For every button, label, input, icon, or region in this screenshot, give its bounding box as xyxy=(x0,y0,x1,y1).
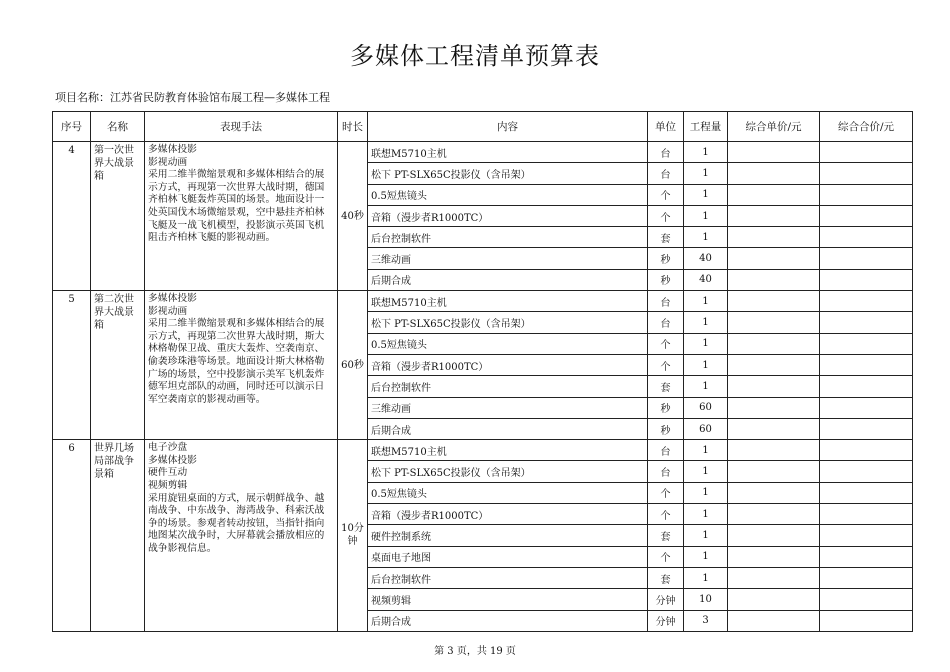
method-line: 多媒体投影 xyxy=(148,454,197,466)
line-qty: 1 xyxy=(684,184,728,205)
line-unit-price xyxy=(728,333,820,354)
line-content: 后台控制软件 xyxy=(368,376,648,397)
line-total-price xyxy=(820,397,913,418)
line-unit: 秒 xyxy=(648,397,684,418)
line-unit-price xyxy=(728,589,820,610)
line-total-price xyxy=(820,546,913,567)
line-content: 联想M5710主机 xyxy=(368,142,648,163)
method-line: 视频剪辑 xyxy=(148,479,188,491)
line-total-price xyxy=(820,163,913,184)
project-name: 项目名称：江苏省民防教育体验馆布展工程—多媒体工程 xyxy=(55,91,330,104)
line-qty: 1 xyxy=(684,546,728,567)
col-duration: 时长 xyxy=(338,112,368,142)
item-name: 世界几场局部战争景箱 xyxy=(91,440,145,632)
line-content: 硬件控制系统 xyxy=(368,525,648,546)
line-unit: 个 xyxy=(648,333,684,354)
line-qty: 1 xyxy=(684,567,728,588)
page-title: 多媒体工程清单预算表 xyxy=(350,42,600,70)
line-unit-price xyxy=(728,397,820,418)
line-unit-price xyxy=(728,525,820,546)
line-qty: 1 xyxy=(684,142,728,163)
col-qty: 工程量 xyxy=(684,112,728,142)
col-total-price: 综合合价/元 xyxy=(820,112,913,142)
line-unit: 秒 xyxy=(648,418,684,439)
line-total-price xyxy=(820,354,913,375)
line-content: 后期合成 xyxy=(368,269,648,290)
line-total-price xyxy=(820,525,913,546)
line-qty: 1 xyxy=(684,312,728,333)
line-unit: 分钟 xyxy=(648,610,684,631)
line-qty: 1 xyxy=(684,354,728,375)
line-unit: 套 xyxy=(648,525,684,546)
line-total-price xyxy=(820,567,913,588)
line-unit: 个 xyxy=(648,546,684,567)
line-content: 音箱（漫步者R1000TC） xyxy=(368,504,648,525)
table-row xyxy=(53,142,913,163)
line-unit-price xyxy=(728,227,820,248)
line-unit-price xyxy=(728,269,820,290)
method-line: 影视动画 xyxy=(148,156,188,168)
line-content: 后台控制软件 xyxy=(368,227,648,248)
line-unit-price xyxy=(728,610,820,631)
line-unit-price xyxy=(728,567,820,588)
line-unit-price xyxy=(728,482,820,503)
item-duration: 40秒 xyxy=(338,142,368,291)
item-duration: 10分钟 xyxy=(338,440,368,632)
line-total-price xyxy=(820,482,913,503)
line-total-price xyxy=(820,376,913,397)
line-total-price xyxy=(820,205,913,226)
col-name: 名称 xyxy=(91,112,145,142)
line-content: 0.5短焦镜头 xyxy=(368,482,648,503)
col-method: 表现手法 xyxy=(145,112,338,142)
budget-table xyxy=(52,111,913,632)
line-total-price xyxy=(820,610,913,631)
item-method xyxy=(145,291,338,440)
line-unit-price xyxy=(728,184,820,205)
line-content: 后期合成 xyxy=(368,418,648,439)
item-name: 第一次世界大战景箱 xyxy=(91,142,145,291)
line-qty: 60 xyxy=(684,397,728,418)
method-line: 采用二维半微缩景观和多媒体相结合的展示方式，再现第二次世界大战时期，斯大林格勒保卫战、重庆大轰炸、空袭南京、偷袭珍珠港等场景。地面设计斯大林格勒广场的场景，空中投影演示美军飞机轰炸德军坦克部队的动画，同时还可以演示日军空袭南京的影视动画等。 xyxy=(148,318,325,405)
line-unit-price xyxy=(728,376,820,397)
item-name: 第二次世界大战景箱 xyxy=(91,291,145,440)
line-unit: 套 xyxy=(648,227,684,248)
line-unit: 分钟 xyxy=(648,589,684,610)
line-qty: 40 xyxy=(684,248,728,269)
line-total-price xyxy=(820,504,913,525)
line-content: 桌面电子地图 xyxy=(368,546,648,567)
line-unit: 台 xyxy=(648,440,684,461)
item-seq: 6 xyxy=(53,440,91,632)
line-qty: 1 xyxy=(684,291,728,312)
item-method xyxy=(145,142,338,291)
line-content: 音箱（漫步者R1000TC） xyxy=(368,354,648,375)
line-total-price xyxy=(820,291,913,312)
line-qty: 1 xyxy=(684,205,728,226)
line-unit-price xyxy=(728,205,820,226)
line-unit: 台 xyxy=(648,291,684,312)
line-content: 三维动画 xyxy=(368,397,648,418)
line-unit: 套 xyxy=(648,567,684,588)
line-qty: 1 xyxy=(684,461,728,482)
method-line: 采用二维半微缩景观和多媒体相结合的展示方式，再现第一次世界大战时期，德国齐柏林飞艇轰炸英国的场景。地面设计一处英国伐木场微缩景观，空中悬挂齐柏林飞艇及一战飞机模型，投影演示英国飞机阻击齐柏林飞艇的影视动画。 xyxy=(148,169,325,244)
line-qty: 1 xyxy=(684,376,728,397)
line-unit-price xyxy=(728,440,820,461)
item-seq: 5 xyxy=(53,291,91,440)
method-line: 电子沙盘 xyxy=(148,442,188,454)
line-content: 音箱（漫步者R1000TC） xyxy=(368,205,648,226)
line-qty: 1 xyxy=(684,163,728,184)
line-total-price xyxy=(820,184,913,205)
line-total-price xyxy=(820,312,913,333)
line-qty: 60 xyxy=(684,418,728,439)
line-content: 视频剪辑 xyxy=(368,589,648,610)
item-duration: 60秒 xyxy=(338,291,368,440)
line-content: 后期合成 xyxy=(368,610,648,631)
col-unit: 单位 xyxy=(648,112,684,142)
item-seq: 4 xyxy=(53,142,91,291)
line-total-price xyxy=(820,142,913,163)
line-qty: 3 xyxy=(684,610,728,631)
line-unit-price xyxy=(728,354,820,375)
line-unit-price xyxy=(728,248,820,269)
line-content: 松下 PT-SLX65C投影仪（含吊架） xyxy=(368,312,648,333)
line-content: 联想M5710主机 xyxy=(368,440,648,461)
page-footer: 第 3 页，共 19 页 xyxy=(434,646,516,657)
line-unit: 个 xyxy=(648,184,684,205)
line-unit-price xyxy=(728,546,820,567)
table-row xyxy=(53,440,913,461)
method-line: 多媒体投影 xyxy=(148,144,197,155)
line-unit: 个 xyxy=(648,482,684,503)
line-unit: 个 xyxy=(648,354,684,375)
line-unit-price xyxy=(728,142,820,163)
line-total-price xyxy=(820,248,913,269)
line-qty: 1 xyxy=(684,525,728,546)
line-total-price xyxy=(820,461,913,482)
line-qty: 1 xyxy=(684,504,728,525)
line-total-price xyxy=(820,589,913,610)
line-unit: 台 xyxy=(648,312,684,333)
line-content: 0.5短焦镜头 xyxy=(368,333,648,354)
table-row xyxy=(53,291,913,312)
col-unit-price: 综合单价/元 xyxy=(728,112,820,142)
line-qty: 40 xyxy=(684,269,728,290)
line-unit: 台 xyxy=(648,461,684,482)
line-content: 联想M5710主机 xyxy=(368,291,648,312)
line-content: 三维动画 xyxy=(368,248,648,269)
line-unit: 个 xyxy=(648,504,684,525)
line-unit: 秒 xyxy=(648,269,684,290)
line-unit: 台 xyxy=(648,142,684,163)
method-line: 硬件互动 xyxy=(148,467,188,479)
line-unit-price xyxy=(728,312,820,333)
item-method xyxy=(145,440,338,632)
line-unit: 个 xyxy=(648,205,684,226)
line-total-price xyxy=(820,269,913,290)
header-row xyxy=(53,112,913,142)
line-unit: 套 xyxy=(648,376,684,397)
line-qty: 1 xyxy=(684,440,728,461)
line-total-price xyxy=(820,227,913,248)
line-unit-price xyxy=(728,418,820,439)
line-unit-price xyxy=(728,504,820,525)
method-line: 多媒体投影 xyxy=(148,293,197,305)
col-content: 内容 xyxy=(368,112,648,142)
line-total-price xyxy=(820,440,913,461)
line-content: 松下 PT-SLX65C投影仪（含吊架） xyxy=(368,461,648,482)
line-unit-price xyxy=(728,461,820,482)
line-unit: 秒 xyxy=(648,248,684,269)
line-unit-price xyxy=(728,291,820,312)
line-content: 0.5短焦镜头 xyxy=(368,184,648,205)
line-content: 后台控制软件 xyxy=(368,567,648,588)
line-total-price xyxy=(820,333,913,354)
method-line: 影视动画 xyxy=(148,305,188,317)
line-qty: 1 xyxy=(684,227,728,248)
line-unit-price xyxy=(728,163,820,184)
line-unit: 台 xyxy=(648,163,684,184)
line-content: 松下 PT-SLX65C投影仪（含吊架） xyxy=(368,163,648,184)
line-qty: 1 xyxy=(684,482,728,503)
col-seq: 序号 xyxy=(53,112,91,142)
line-qty: 1 xyxy=(684,333,728,354)
line-qty: 10 xyxy=(684,589,728,610)
line-total-price xyxy=(820,418,913,439)
method-line: 采用旋钮桌面的方式，展示朝鲜战争、越南战争、中东战争、海湾战争、科索沃战争的场景。参观者转动按钮，当指针指向地图某次战争时，大屏幕就会播放相应的战争影视信息。 xyxy=(148,492,325,554)
